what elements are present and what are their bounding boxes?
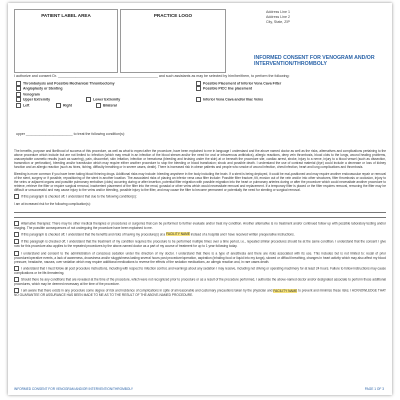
instructions-item [14, 266, 386, 275]
procedure-label: Venogram [23, 92, 40, 97]
procedure-label: Inferior Vena Cava and/or Iliac Veins [203, 97, 264, 102]
item-text: If this paragraph is checked off, I understand that the treatment of my condition requires the procedure to be performed multiple times over a time period, i.e., repeated similar procedures should be at the same condition. I understand that the consent I give now for this procedure also applies to the repeated procedures by the above-named doctor as a part of my course of treatment for up to 1 year following today. [14, 239, 386, 249]
patient-label-text: PATIENT LABEL AREA [41, 13, 91, 18]
checkbox[interactable] [196, 97, 201, 102]
checkbox[interactable] [16, 97, 21, 102]
checkbox[interactable] [96, 103, 101, 108]
item-text: I am aware that there exists in any procedure some degree of risk and incidence of complications in spite of all reasonable and customary precautions taken by the physician and FACILITY NAME to prevent and minimize these risks. I ACKNOWLEDGE THAT NO GUARANTEE OR ASSURANCE HAS BEEN MADE TO ME AS TO THE RESULT OF THE ABOVE-NAMED PROCEDURE. [14, 288, 386, 298]
procedure-checklist [16, 81, 388, 108]
risks-paragraph: The benefits, purpose and likelihood of success of this procedure, as well as what to expect after the procedure, have been explained to me in language I understand and the above named doctor as well as the risks, alternatives and complications pertaining to the above procedure which include but are not limited to: infection (which may result in an infection of the blood stream and/or the need for oral or intravenous antibiotics), allergic reactions, deep vein thrombosis, blood clots to the lungs, wound healing problems, unacceptable cosmetic results (such as scarring), pain, discomfort, skin irritation, infection or hematoma (bleeding and bruising under the skin) at or beneath the procedure site, cardiac arrest, stroke, injury to a nerve, injury to a blood vessel (such as dissection, transection or perforation), bleeding and/or transfusion which may require either another procedure to stop the bleeding or blood transfusion; shock and possible death. I understand the use of contrast material (dye) could include a decrease or loss of kidney function and an allergic reaction (such as hives, itching, difficulty breathing or in severe cases, death). There is increased risk in obese patients and people who smoke of wound infection, chest infection, heart and lung complications and thrombosis. [14, 149, 386, 170]
form-title: INFORMED CONSENT FOR VENOGRAM AND/OR INTERVENTION/THROMBOLY [254, 55, 375, 68]
consent-authorization-line: I authorize and consent Dr. __________________________________________________ and such assistants as may be selected by him/her/them, to perform the following: [14, 74, 290, 78]
item-text: Alternative therapies: There may be other medical therapies or procedures or surgeries that can be performed to further evaluate and/or treat my condition. Another alternative is no treatment and/or continued follow up with possible laboratory testing and/or imaging. The possible consequences of not undergoing the procedure have been explained to me. [14, 221, 386, 230]
conditional-item [14, 194, 386, 199]
procedure-label: Bilateral [103, 102, 117, 107]
checkbox[interactable] [14, 194, 19, 199]
write-in-lines[interactable] [14, 208, 386, 218]
procedure-label: Possible Placement of Inferior Vena Cava Filter [203, 81, 282, 86]
address-line-2: Address Line 2 [266, 15, 290, 19]
procedure-label: Right [63, 102, 72, 107]
facility-item [14, 232, 386, 237]
practice-logo-text: PRACTICE LOGO [153, 13, 193, 18]
footer-form-name: INFORMED CONSENT FOR VENOGRAM AND/OR INTERVENTION/THROMBOLY [14, 387, 134, 391]
facility-name-highlight: FACILITY NAME [273, 288, 298, 293]
checkbox[interactable] [196, 86, 201, 91]
procedure-label: Lower Extremity [93, 97, 121, 102]
risks-paragraph-continued: Bleeding is more common if you have been taking blood thinning drugs. Additional risks may include: bleeding anywhere in the body including the brain. If a stent is being deployed, it could be mal-positioned and may require another endovascular repair or removal of the stent, surgery or if possible, repositioning of the stent in another location. The associated risks of placing an inferior vena cava filter include: Possible filter fracture, tilt, erosion out of the vein and/or into other structures, filter thrombosis or occlusion, injury to the veins or adjacent organs and possible pulmonary embolism (clots) occurring during or after insertion, potential filter migration with possible migration into the heart or pulmonary arteries during or after the procedure which could necessitate another procedure to retrieve, retrieve the filter or require surgical removal, inadvertent placement of the filter into the renal, gonadal or other veins which would necessitate removal and replacement. If a temporary filter is placed or the filter requires removal, removing the filter may be difficult or unsuccessful and may cause injury to the veins and/or bleeding, possible injury to the filter, and may cause the filter to become permanent or potentially the need for stenting or surgical removal. [14, 171, 386, 193]
practice-address [266, 10, 290, 25]
item-text: I understand that I must follow all post procedure instructions, including with respect to infection control, and warnings about any sedation I may receive, including not driving or operating machinery for at least 24 hours. Failure to follow instructions may cause complications or be life-threatening. [14, 266, 386, 275]
repeated-procedure-item [14, 239, 386, 248]
checkbox[interactable] [56, 103, 61, 108]
sedation-item [14, 251, 386, 264]
item-text: If this paragraph is checked off, I understand that due to the following condition(s): [21, 194, 137, 199]
address-line-1: Address Line 1 [266, 10, 290, 14]
checkbox[interactable] [16, 103, 21, 108]
item-text: I am at increased risk for the following complication(s): [14, 201, 91, 206]
conditional-item [14, 202, 386, 206]
checkbox[interactable] [16, 86, 21, 91]
consent-form-page [8, 3, 392, 395]
alternatives-item [14, 221, 386, 230]
checkbox[interactable] [14, 232, 19, 237]
address-city: City, State, ZIP [266, 20, 290, 24]
checkbox[interactable] [196, 81, 201, 86]
checkbox[interactable] [16, 81, 21, 86]
additional-procedures-item [14, 277, 386, 286]
procedure-label: Left [23, 102, 30, 107]
facility-name-highlight: FACILITY NAME [166, 232, 190, 237]
condition-line: upper ________________________ to treat the following condition(s): [16, 132, 125, 136]
consent-body [14, 149, 386, 300]
procedure-label: Possible PICC line placement [203, 86, 253, 91]
patient-label-area [14, 9, 118, 73]
practice-logo-area [120, 9, 226, 73]
procedure-label: Angioplasty or Stenting [23, 86, 63, 91]
procedure-row [16, 103, 388, 108]
item-text: I understand and consent to the administration of conscious sedation under the direction of my doctor. I understand that there is a type of anesthesia and there are risks associated with its use. This includes but is not limited to: recall of prior procedure/operative events, a lack of awareness, drowsiness and/or sluggishness lasting several hours post procedure/operation, aspiration (inhaling food or liquid into my lungs), slowed or difficult breathing, changes in heart activity which may also affect my blood pressure, headache, nausea, over sedation which may require additional medications to reverse the effects of the sedation medications, an allergic reaction and, in rare cases death. [14, 250, 386, 264]
item-text: If this paragraph is checked off, I understand that the benefits and risks of having my procedure(s) at a FACILITY NAME instead of a hospital and I have received written preoperative instructions. [21, 232, 295, 237]
item-text: Should there be any conditions that are revealed at the time of the procedure, which were not recognized prior to procedure or as a result of the procedure performed, I authorize the above-named doctor and/or designated associate to perform those additional procedures, which may be deemed necessary at the time of the procedure. [14, 277, 386, 287]
checkbox[interactable] [16, 92, 21, 97]
procedure-label: Thrombolysis and Possible Mechanical Thrombectomy [23, 81, 115, 86]
procedure-label: Upper Extremity [23, 97, 51, 102]
checkbox[interactable] [86, 97, 91, 102]
risk-acknowledgement-item [14, 288, 386, 297]
footer-page-number: PAGE 1 OF 3 [364, 387, 384, 391]
